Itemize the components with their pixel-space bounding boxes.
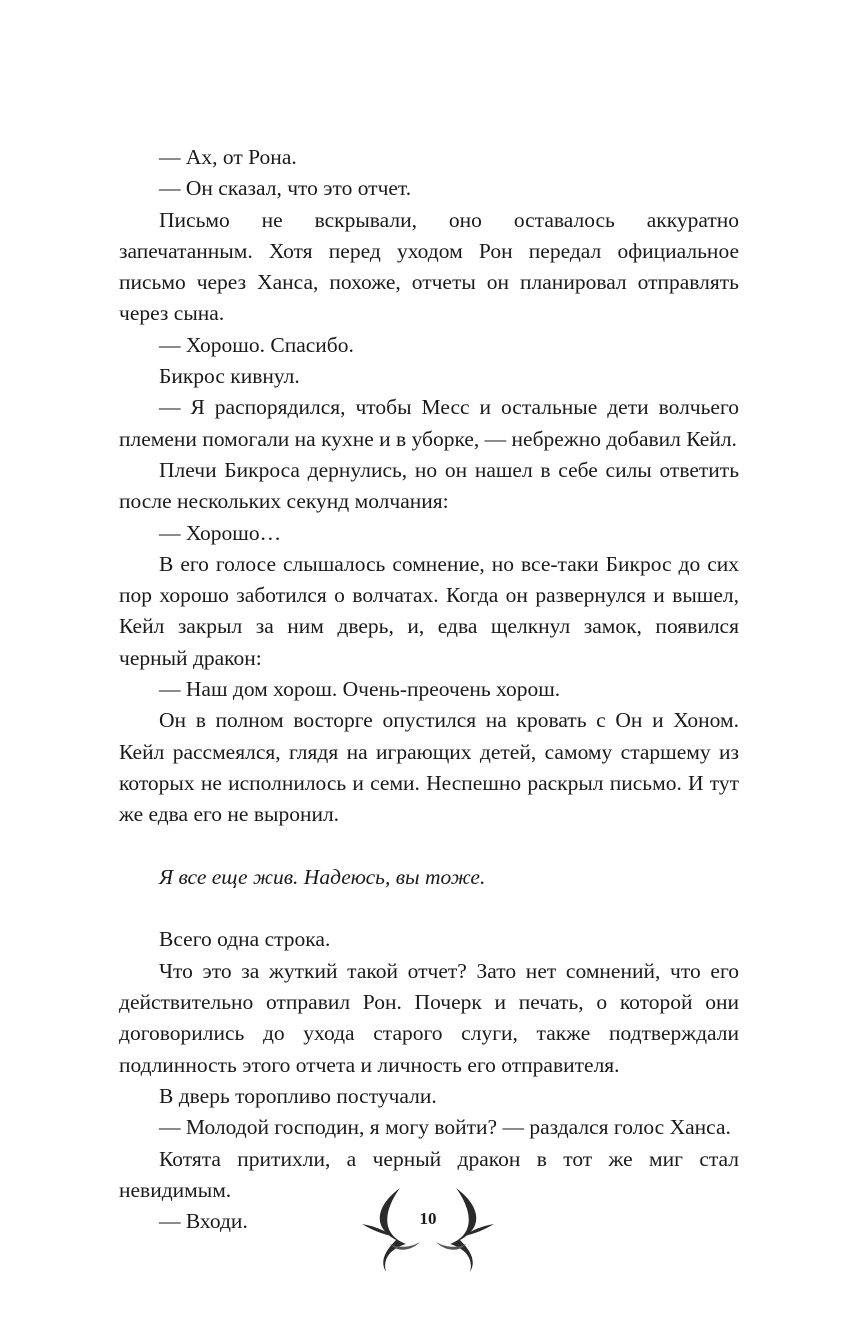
- paragraph: В его голосе слышалось сомнение, но все-таки Бикрос до сих пор хорошо заботился о волчатах. Когда он развернулся и вышел, Кейл закрыл за ним дверь, и, едва щелкнул замок, появился черный дракон:: [119, 551, 739, 670]
- paragraph: Котята притихли, а черный дракон в тот же миг стал невидимым.: [119, 1146, 739, 1202]
- page-footer: [340, 1182, 516, 1274]
- blank-line: [119, 831, 739, 862]
- paragraph: — Он сказал, что это отчет.: [159, 176, 412, 201]
- paragraph: — Хорошо…: [159, 520, 282, 545]
- body-text: [119, 142, 739, 1237]
- paragraph: Он в полном восторге опустился на кровать с Он и Хоном. Кейл рассмеялся, глядя на играющих детей, самому старшему из которых не исполнилось и семи. Неспешно раскрыл письмо. И тут же едва его не выронил.: [119, 708, 739, 827]
- paragraph: — Хорошо. Спасибо.: [159, 332, 354, 357]
- paragraph: — Молодой господин, я могу войти? — раздался голос Ханса.: [159, 1115, 731, 1140]
- left-crescent-icon: [380, 1188, 406, 1272]
- paragraph: Бикрос кивнул.: [159, 364, 300, 389]
- page-number: 10: [419, 1209, 437, 1228]
- right-crescent-icon: [450, 1188, 476, 1272]
- paragraph: В дверь торопливо постучали.: [159, 1083, 437, 1108]
- letter-text: Я все еще жив. Надеюсь, вы тоже.: [159, 864, 486, 889]
- paragraph: — Ах, от Рона.: [159, 145, 297, 169]
- paragraph: Письмо не вскрывали, оно оставалось аккуратно запечатанным. Хотя перед уходом Рон передал официальное письмо через Ханса, похоже, отчеты он планировал отправлять через сына.: [119, 207, 739, 326]
- paragraph: — Наш дом хорош. Очень-преочень хорош.: [159, 677, 561, 702]
- paragraph: — Я распорядился, чтобы Месс и остальные дети волчьего племени помогали на кухне и в уборке, — небрежно добавил Кейл.: [119, 395, 739, 451]
- paragraph: Всего одна строка.: [159, 927, 331, 952]
- blank-line: [119, 893, 739, 924]
- paragraph: Что это за жуткий такой отчет? Зато нет сомнений, что его действительно отправил Рон. Почерк и печать, о которой они договорились до ухода старого слуги, также подтверждали подлинность этого отчета и личность его отправителя.: [119, 958, 739, 1077]
- paragraph: Плечи Бикроса дернулись, но он нашел в себе силы ответить после нескольких секунд молчания:: [119, 457, 739, 514]
- paragraph: — Входи.: [159, 1209, 248, 1234]
